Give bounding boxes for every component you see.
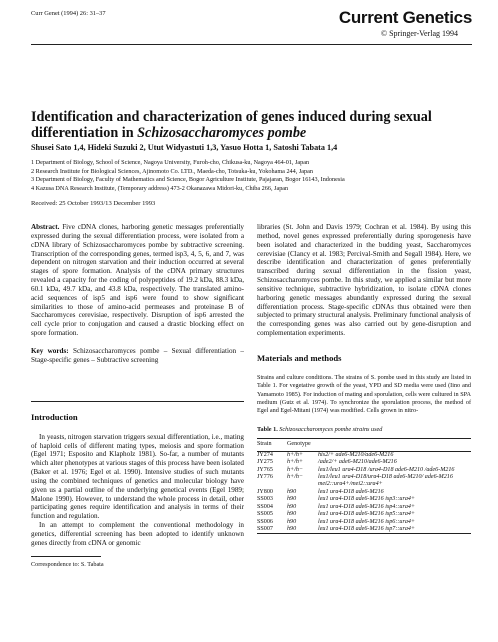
table-body xyxy=(257,451,471,533)
received-date: Received: 25 October 1993/13 December 1993 xyxy=(31,200,156,207)
table-bottom-rule xyxy=(257,533,471,534)
table-row xyxy=(257,459,471,466)
header-divider xyxy=(31,44,472,45)
genotype-cell: leu1 ura4-D18 ade6-M216 isp7::ura4+ xyxy=(318,525,416,532)
methods-strains-paragraph: Strains and culture conditions. The strains of S. pombe used in this study are listed in Table 1. For vegetative growth of the yeast, YPD and SD media were used (Iino and Yamamoto 1985). For induction of mating and sporulation, cells were cultured in SPA medium (Gutz et al. 1974). To synchronize the sporulation process, the method of Egel and Egel-Mitani (1974) was modified. Cells grown in nitro- xyxy=(257,373,471,415)
mating-type-cell: h+/h+ xyxy=(287,459,304,466)
section-divider xyxy=(31,401,244,402)
affiliation-3: 3 Department of Biology, Faculty of Mathematics and Science, Bogor Agriculture Institute, Pajajaran, Bogor 16143, Indonesia xyxy=(31,176,345,184)
strain-cell: SS004 xyxy=(257,503,273,510)
table-1-caption xyxy=(257,426,471,433)
mating-type-cell: h90 xyxy=(287,511,297,518)
methods-heading: Materials and methods xyxy=(257,352,342,363)
keywords xyxy=(31,347,244,365)
author-list: Shusei Sato 1,4, Hideki Suzuki 2, Utut Widyastuti 1,3, Yasuo Hotta 1, Satoshi Tabata 1,4 xyxy=(31,143,338,152)
mating-type-cell: h90 xyxy=(287,525,297,532)
strain-cell: JY765 xyxy=(257,466,273,473)
table-header-genotype: Genotype xyxy=(287,441,311,448)
mating-type-cell: h+/h− xyxy=(287,466,304,473)
citation: Curr Genet (1994) 26: 31–37 xyxy=(31,10,106,17)
introduction-paragraph-2: In an attempt to complement the conventional methodology in genetics, differential screening has been adopted to identify unknown genes directly from cDNA or genomic xyxy=(31,521,244,547)
table-row xyxy=(257,511,471,518)
table-row xyxy=(257,519,471,526)
genotype-cell: his2/+ ade6-M210/ade6-M216 xyxy=(318,451,394,458)
genotype-cell: leu1 ura4-D18 ade6-M216 xyxy=(318,488,384,495)
mating-type-cell: h90 xyxy=(287,496,297,503)
genotype-cell: leu1 ura4-D18 ade6-M216 isp5::ura4+ xyxy=(318,511,416,518)
table-header-strain: Strain xyxy=(257,441,272,448)
strain-cell: JY274 xyxy=(257,451,273,458)
strain-cell: SS006 xyxy=(257,518,273,525)
genotype-cell: leu1 ura4-D18 ade6-M216 isp3::ura4+ xyxy=(318,496,416,503)
mating-type-cell: h+/h− xyxy=(287,474,304,481)
abstract-label: Abstract. xyxy=(31,223,60,231)
genotype-cell: leu1 ura4-D18 ade6-M216 isp6::ura4+ xyxy=(318,518,416,525)
footnote-divider xyxy=(31,556,101,557)
strain-cell: JY275 xyxy=(257,459,273,466)
mating-type-cell: h90 xyxy=(287,503,297,510)
strain-cell: JY800 xyxy=(257,488,273,495)
table-1-label: Table 1. xyxy=(257,426,278,434)
introduction-continued: libraries (St. John and Davis 1979; Cochran et al. 1984). By using this method, novel genes expressed preferentially during sporogenesis have been isolated and characterized in the budding yeast, Saccharomyces cerevisiae (Clancy et al. 1983; Percival-Smith and Segall 1984). Here, we describe identification and characterization of genes preferentially transcribed during sexual differentiation in the fission yeast, Schizosaccharomyces pombe. In this study, we applied a similar but more sensitive technique, subtractive hybridization, to isolate cDNA clones harboring genetic messages abundantly expressed during the sexual differentiation process. Stage-specific cDNAs thus obtained were then subjected to primary structural analysis. Preliminary functional analysis of the corresponding genes was also carried out by gene-disruption and complementation experiments. xyxy=(257,223,471,338)
keywords-text: Schizosaccharomyces pombe – Sexual differentiation – Stage-specific genes – Subtractive screening xyxy=(31,346,244,364)
table-header-row xyxy=(257,439,471,451)
introduction-paragraph-1: In yeasts, nitrogen starvation triggers sexual differentiation, i.e., mating of haploid cells of different mating types, meiosis and spore formation (Egel 1971; Esposito and Klapholz 1981). So-far, a number of mutants which alter phenotypes at various stages of this process have been isolated (Baker et al. 1976; Egel et al. 1990). Intensive studies of such mutants using the combined techniques of genetics and molecular biology have given us a partial outline of the underlying genetical events (Egel 1989; Malone 1990). However, to understand the whole process in detail, other participating genes require identification and analysis in terms of their function and regulation. xyxy=(31,432,244,521)
mating-type-cell: h+/h+ xyxy=(287,451,304,458)
genotype-cell: leu1/leu1 ura4-D18 /ura4-D18 ade6-M210 /ade6-M216 xyxy=(318,466,455,473)
genotype-cell: /ade2/+ ade6-M210/ade6-M216 xyxy=(318,459,397,466)
strains-table xyxy=(257,439,471,533)
table-row xyxy=(257,489,471,496)
affiliation-4: 4 Kazusa DNA Research Institute, (Temporary address) 473-2 Okanazawa Midori-ku, Chiba 266, Japan xyxy=(31,184,289,192)
strain-cell: SS007 xyxy=(257,525,273,532)
table-row xyxy=(257,467,471,474)
table-row xyxy=(257,504,471,511)
left-column xyxy=(31,223,244,568)
title-line-2: differentiation in xyxy=(31,124,138,141)
mating-type-cell: h90 xyxy=(287,518,297,525)
table-row xyxy=(257,526,471,533)
table-1-title: Schizosaccharomyces pombe strains used xyxy=(279,426,383,434)
title-species: Schizosaccharomyces pombe xyxy=(137,124,307,141)
strain-cell: SS003 xyxy=(257,496,273,503)
genotype-cell: leu1 ura4-D18 ade6-M216 isp4::ura4+ xyxy=(318,503,416,510)
title-line-1: Identification and characterization of genes induced during sexual xyxy=(31,109,432,125)
affiliation-2: 2 Research Institute for Biological Sciences, Ajinomoto Co. LTD., Maeda-cho, Totsuka-ku, Yokohama 244, Japan xyxy=(31,167,313,175)
mating-type-cell: h90 xyxy=(287,488,297,495)
affiliations xyxy=(31,159,476,193)
introduction-heading: Introduction xyxy=(31,411,78,422)
table-header-genotype-detail xyxy=(318,439,471,451)
strain-cell: JY776 xyxy=(257,474,273,481)
journal-title: Current Genetics xyxy=(338,8,472,27)
table-row xyxy=(257,496,471,503)
table-row xyxy=(257,451,471,459)
abstract-text: Five cDNA clones, harboring genetic messages preferentially expressed during the sexual differentiation process, were isolated from a cDNA library of Schizosaccharomyces pombe by subtractive screening. Transcription of the corresponding genes, termed isp3, 4, 5, 6, and 7, was dependent on nitrogen starvation and their induction occurred at several stages of spore formation. Analysis of the cDNA primary structures revealed a capacity for the coding of polypeptides of 19.2 kDa, 88.3 kDa, 60.1 kDa, 49.7 kDa, and 43.8 kDa, respectively. The translated amino-acid sequences of isp5 and isp6 were found to show significant similarities to those of amino-acid permeases and proteinase B of Saccharomyces cerevisiae, respectively. Disruption of isp6 arrested the cell cycle prior to conjugation and caused a drastic blocking effect on spore formation. xyxy=(31,223,244,338)
affiliation-1: 1 Department of Biology, School of Science, Nagoya University, Furoh-cho, Chikusa-ku, Nagoya 464-01, Japan xyxy=(31,159,310,166)
article-title xyxy=(31,110,451,141)
strain-cell: SS005 xyxy=(257,511,273,518)
genotype-cell: leu1/leu1 ura4-D18/ura4-D18 ade6-M210/ ade6-M216 mei2::ura4+/mei2::ura4+ xyxy=(318,474,453,488)
correspondence-note: Correspondence to: S. Tabata xyxy=(31,560,104,568)
right-column xyxy=(257,223,471,534)
table-row xyxy=(257,474,471,489)
keywords-label: Key words: xyxy=(31,346,69,355)
publisher-copyright: © Springer-Verlag 1994 xyxy=(380,29,458,38)
abstract xyxy=(31,223,244,338)
